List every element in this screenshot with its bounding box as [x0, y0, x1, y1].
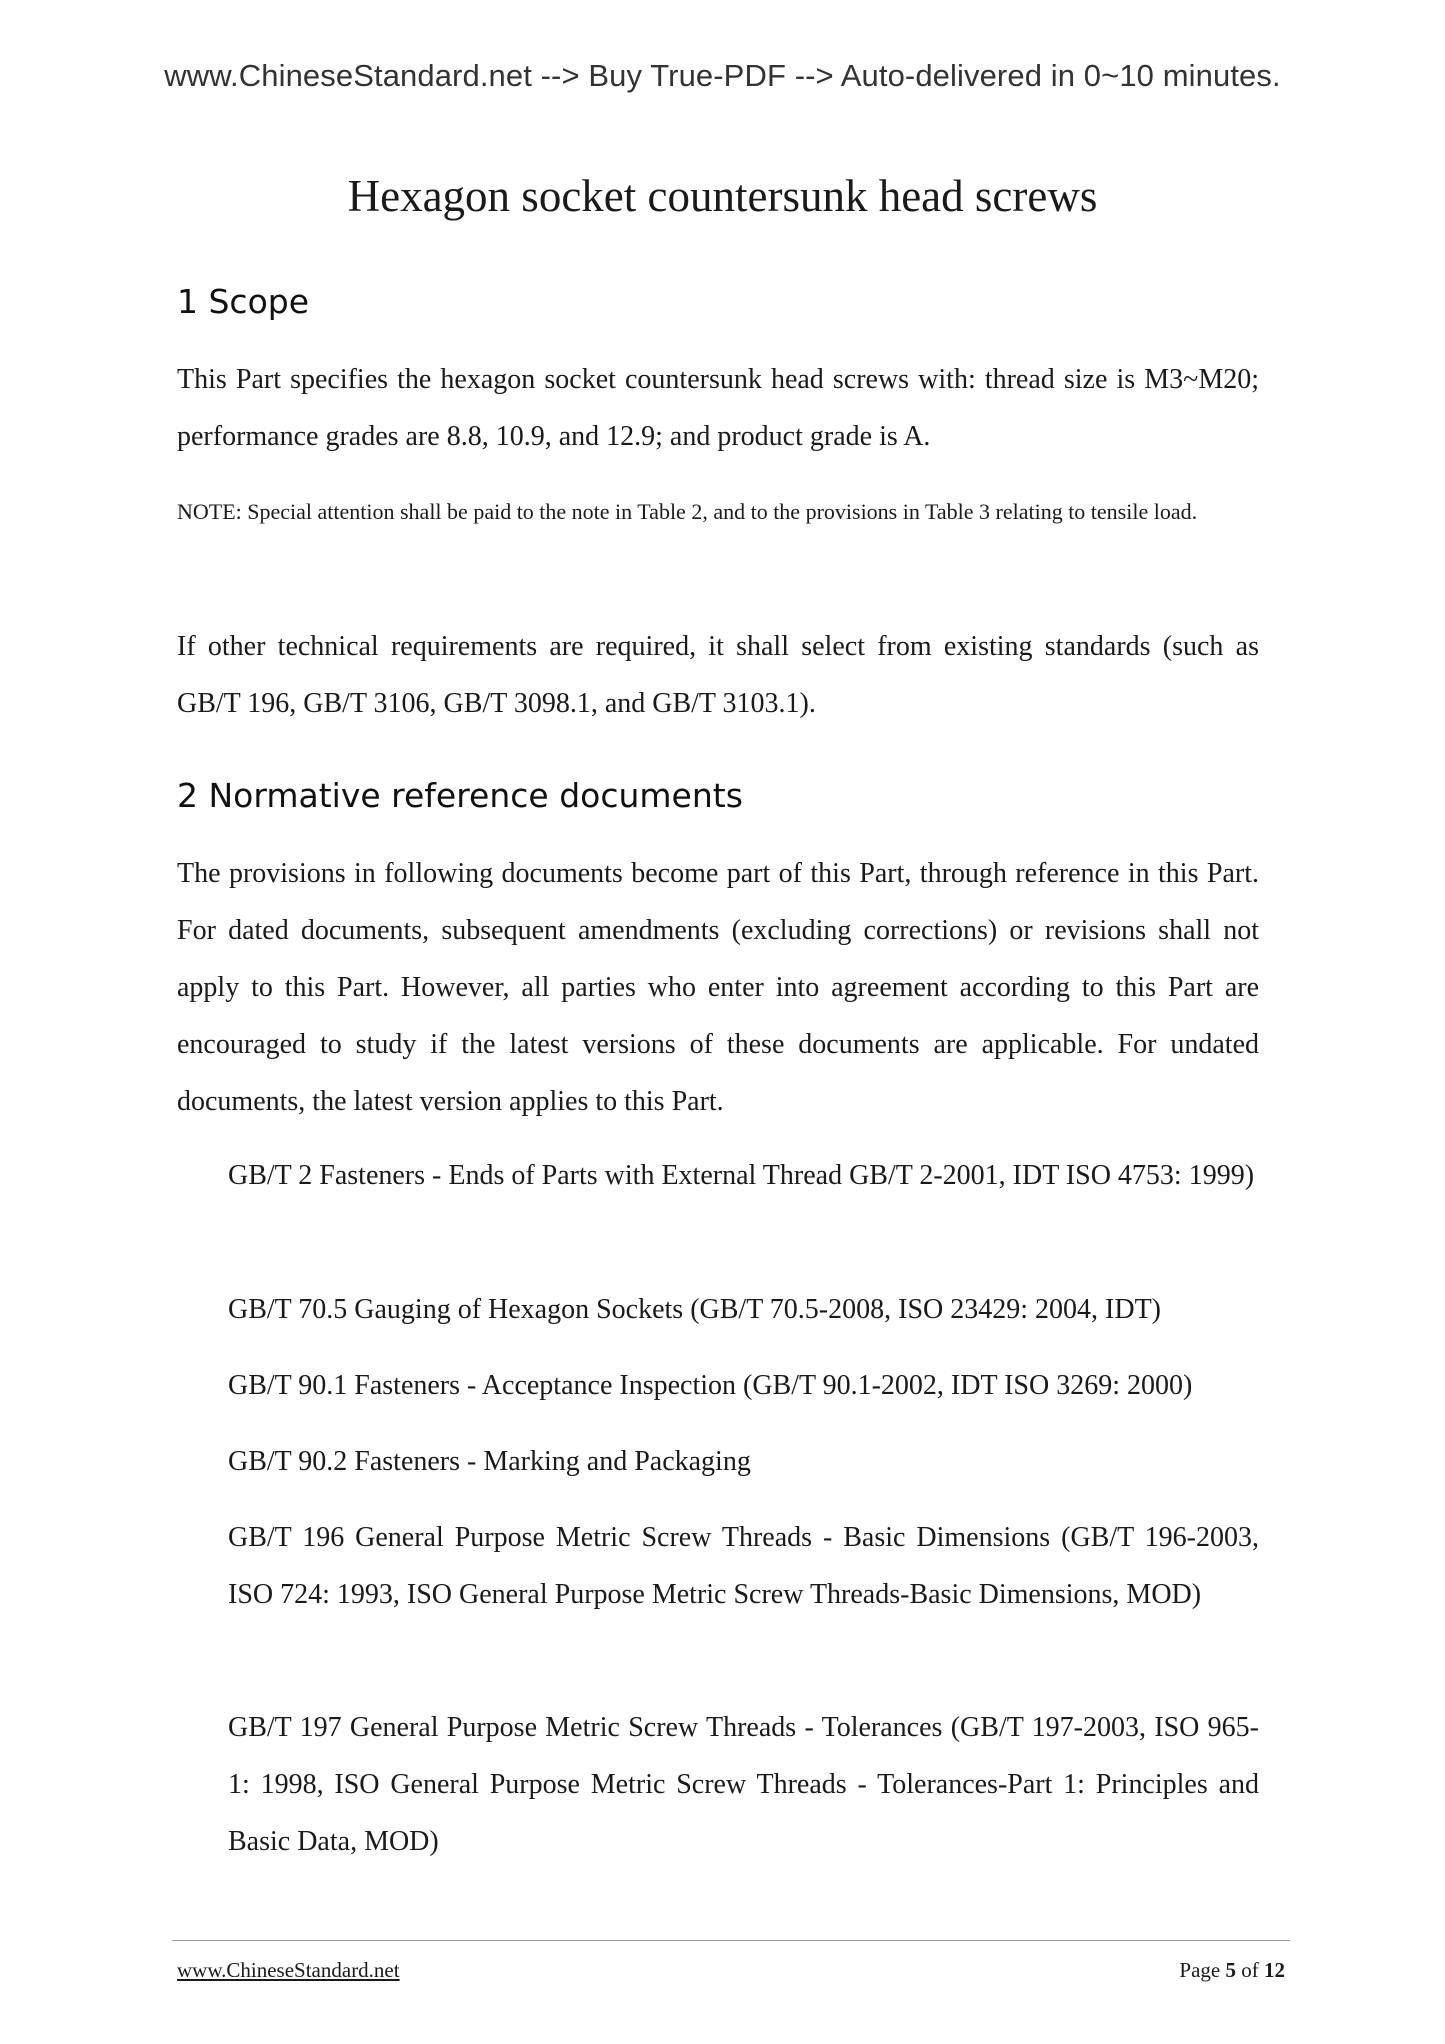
page-number — [1179, 1958, 1285, 1983]
scope-paragraph: This Part specifies the hexagon socket countersunk head screws with: thread size is M3~M20; performance grades are 8.8, 10.9, and 12.9; and product grade is A. — [177, 364, 1259, 452]
document-title: Hexagon socket countersunk head screws — [347, 171, 1098, 221]
scope-note: NOTE: Special attention shall be paid to the note in Table 2, and to the provisions in Table 3 relating to tensile load. — [177, 499, 1198, 524]
reference-item: GB/T 2 Fasteners - Ends of Parts with External Thread GB/T 2-2001, IDT ISO 4753: 1999) — [228, 1160, 1255, 1191]
reference-item: GB/T 196 General Purpose Metric Screw Threads - Basic Dimensions (GB/T 196-2003, ISO 724: 1993, ISO General Purpose Metric Screw Threads-Basic Dimensions, MOD) — [228, 1522, 1259, 1610]
scope-paragraph-2: If other technical requirements are required, it shall select from existing standards (such as GB/T 196, GB/T 3106, GB/T 3098.1, and GB/T 3103.1). — [177, 631, 1259, 719]
normative-references-intro: The provisions in following documents become part of this Part, through reference in this Part. For dated documents, subsequent amendments (excluding corrections) or revisions shall not apply to this Part. However, all parties who enter into agreement according to this Part are encouraged to study if the latest versions of these documents are applicable. For undated documents, the latest version applies to this Part. — [177, 858, 1259, 1117]
section-heading-scope: 1 Scope — [177, 282, 310, 321]
reference-item: GB/T 70.5 Gauging of Hexagon Sockets (GB/T 70.5-2008, ISO 23429: 2004, IDT) — [228, 1294, 1161, 1325]
footer-site-link[interactable]: www.ChineseStandard.net — [177, 1958, 400, 1982]
reference-item: GB/T 197 General Purpose Metric Screw Threads - Tolerances (GB/T 197-2003, ISO 965-1: 1998, ISO General Purpose Metric Screw Threads - Tolerances-Part 1: Principles and Basic Data, MOD) — [228, 1712, 1259, 1857]
page-of: of — [1241, 1958, 1259, 1982]
current-page: 5 — [1225, 1958, 1236, 1982]
total-pages: 12 — [1264, 1958, 1285, 1982]
reference-item: GB/T 90.2 Fasteners - Marking and Packaging — [228, 1446, 751, 1477]
section-heading-normative-references: 2 Normative reference documents — [177, 776, 743, 815]
reference-item: GB/T 90.1 Fasteners - Acceptance Inspection (GB/T 90.1-2002, IDT ISO 3269: 2000) — [228, 1370, 1193, 1401]
footer-divider — [172, 1940, 1290, 1941]
header-banner: www.ChineseStandard.net --> Buy True-PDF --> Auto-delivered in 0~10 minutes. — [164, 58, 1281, 93]
page-prefix: Page — [1179, 1958, 1221, 1982]
